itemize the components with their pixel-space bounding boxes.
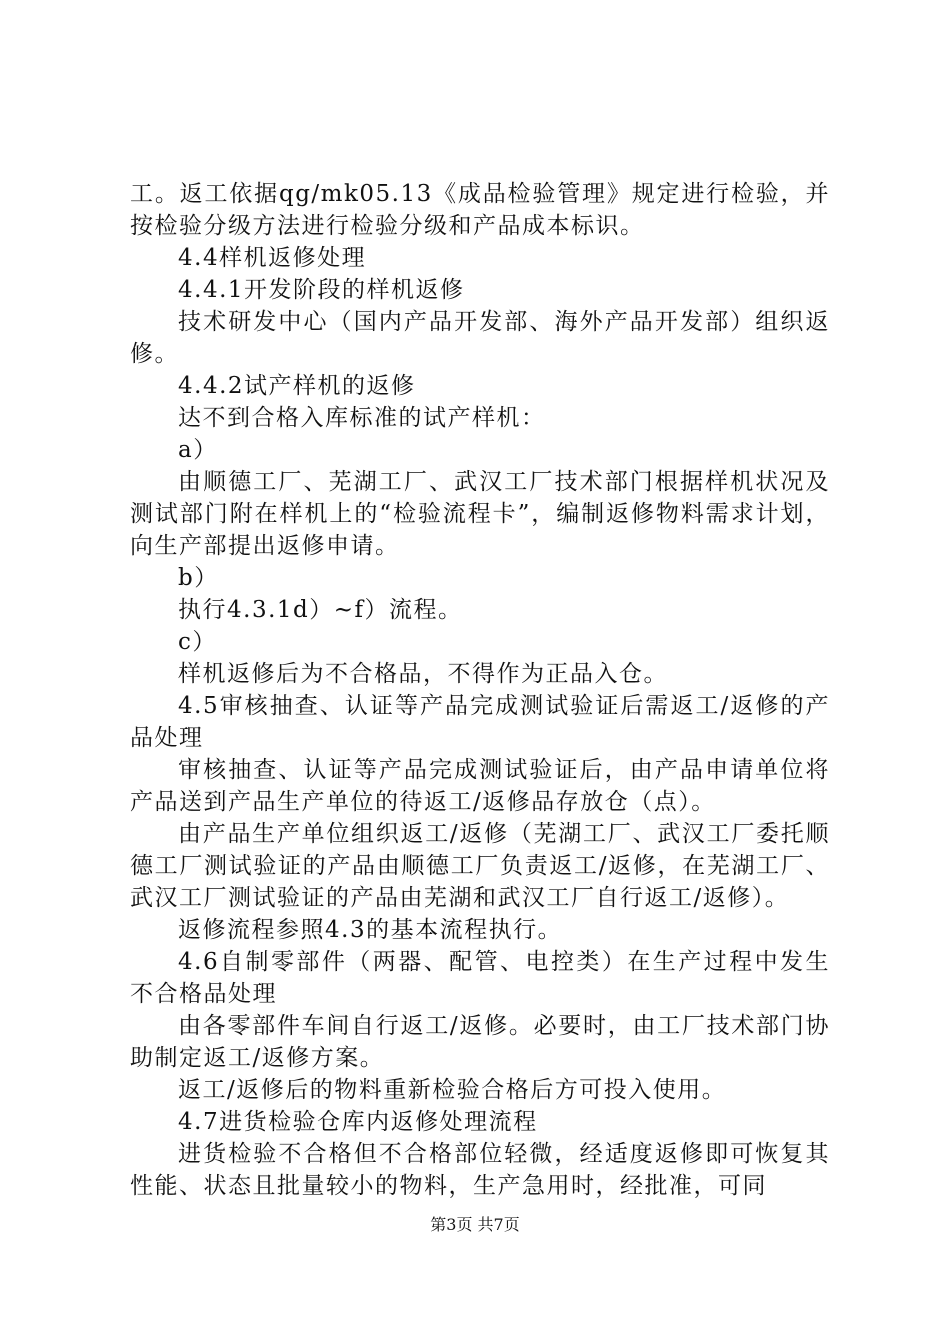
paragraph: 审核抽查、认证等产品完成测试验证后，由产品申请单位将产品送到产品生产单位的待返工/返修品存放仓（点）。 [130, 757, 830, 815]
paragraph: 返修流程参照4.3的基本流程执行。 [178, 917, 563, 943]
paragraph: 工。返工依据qg/mk05.13《成品检验管理》规定进行检验，并按检验分级方法进行检验分级和产品成本标识。 [130, 181, 830, 239]
paragraph: 技术研发中心（国内产品开发部、海外产品开发部）组织返修。 [130, 309, 830, 367]
subsection-heading: 4.4.1开发阶段的样机返修 [178, 277, 465, 303]
section-heading: 4.4样机返修处理 [178, 245, 367, 271]
paragraph: 达不到合格入库标准的试产样机： [178, 405, 546, 431]
paragraph: 执行4.3.1d）~f）流程。 [178, 597, 463, 623]
list-marker: c） [178, 629, 217, 655]
list-marker: b） [178, 565, 219, 591]
subsection-heading: 4.4.2试产样机的返修 [178, 373, 416, 399]
section-heading: 4.5审核抽查、认证等产品完成测试验证后需返工/返修的产品处理 [130, 693, 830, 751]
paragraph: 样机返修后为不合格品，不得作为正品入仓。 [178, 661, 668, 687]
paragraph: 进货检验不合格但不合格部位轻微，经适度返修即可恢复其性能、状态且批量较小的物料，生产急用时，经批准，可同 [130, 1141, 830, 1199]
paragraph: 由产品生产单位组织返工/返修（芜湖工厂、武汉工厂委托顺德工厂测试验证的产品由顺德工厂负责返工/返修，在芜湖工厂、武汉工厂测试验证的产品由芜湖和武汉工厂自行返工/返修）。 [130, 821, 830, 911]
paragraph: 返工/返修后的物料重新检验合格后方可投入使用。 [178, 1077, 727, 1103]
paragraph: 由顺德工厂、芜湖工厂、武汉工厂技术部门根据样机状况及测试部门附在样机上的“检验流程卡”，编制返修物料需求计划，向生产部提出返修申请。 [130, 469, 830, 559]
page-footer: 第3页 共7页 [430, 1215, 520, 1234]
section-heading: 4.6自制零部件（两器、配管、电控类）在生产过程中发生不合格品处理 [130, 949, 830, 1007]
paragraph: 由各零部件车间自行返工/返修。必要时，由工厂技术部门协助制定返工/返修方案。 [130, 1013, 830, 1071]
document-body [130, 178, 830, 1202]
section-heading: 4.7进货检验仓库内返修处理流程 [178, 1109, 538, 1135]
list-marker: a） [178, 437, 218, 463]
